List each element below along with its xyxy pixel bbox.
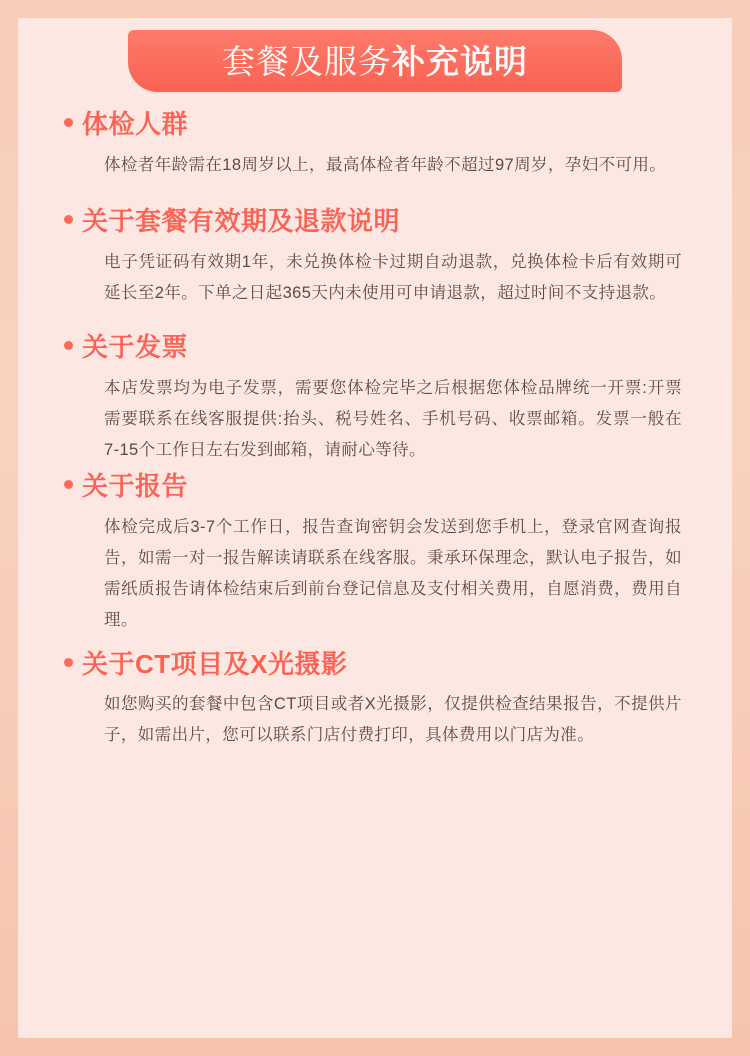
banner-area bbox=[18, 18, 732, 106]
section-header bbox=[64, 207, 686, 237]
bullet-dot-icon bbox=[64, 215, 73, 224]
section-validity-and-refund bbox=[64, 207, 686, 309]
section-body: 本店发票均为电子发票，需要您体检完毕之后根据您体检品牌统一开票:开票需要联系在线客服提供:抬头、税号姓名、手机号码、收票邮箱。发票一般在7-15个工作日左右发到邮箱，请耐心等待。 bbox=[104, 378, 682, 459]
section-body: 电子凭证码有效期1年，未兑换体检卡过期自动退款，兑换体检卡后有效期可延长至2年。下单之日起365天内未使用可申请退款，超过时间不支持退款。 bbox=[104, 252, 682, 302]
section-report bbox=[64, 472, 686, 636]
section-ct-and-xray bbox=[64, 650, 686, 752]
section-header bbox=[64, 110, 686, 140]
section-title: 关于CT项目及X光摄影 bbox=[82, 648, 348, 679]
bullet-dot-icon bbox=[64, 341, 73, 350]
section-title: 体检人群 bbox=[82, 109, 189, 139]
section-header bbox=[64, 333, 686, 363]
banner-title-normal: 套餐及服务 bbox=[222, 42, 392, 80]
section-body: 体检完成后3-7个工作日，报告查询密钥会发送到您手机上，登录官网查询报告，如需一对一报告解读请联系在线客服。秉承环保理念，默认电子报告，如需纸质报告请体检结束后到前台登记信息及支付相关费用，自愿消费，费用自理。 bbox=[104, 517, 682, 629]
section-health-check-audience bbox=[64, 110, 686, 181]
section-header bbox=[64, 650, 686, 680]
banner-title-bold: 补充说明 bbox=[392, 42, 528, 80]
section-invoice bbox=[64, 333, 686, 466]
section-title: 关于发票 bbox=[82, 331, 189, 362]
section-header bbox=[64, 472, 686, 502]
section-body: 如您购买的套餐中包含CT项目或者X光摄影，仅提供检查结果报告，不提供片子，如需出片，您可以联系门店付费打印，具体费用以门店为准。 bbox=[104, 695, 682, 745]
sections-list bbox=[18, 106, 732, 751]
bullet-dot-icon bbox=[64, 118, 73, 127]
bullet-dot-icon bbox=[64, 480, 73, 489]
section-title: 关于套餐有效期及退款说明 bbox=[82, 205, 401, 236]
section-body: 体检者年龄需在18周岁以上，最高体检者年龄不超过97周岁，孕妇不可用。 bbox=[104, 155, 667, 174]
page-title-banner bbox=[128, 30, 622, 92]
bullet-dot-icon bbox=[64, 658, 73, 667]
content-card bbox=[18, 18, 732, 1038]
section-title: 关于报告 bbox=[82, 470, 189, 501]
